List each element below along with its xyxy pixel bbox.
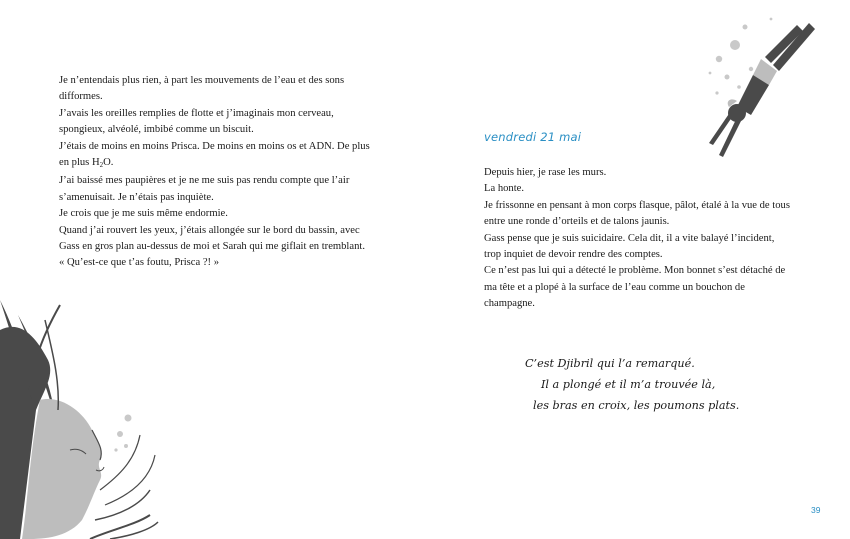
- paragraph: Je crois que je me suis même endormie.: [59, 208, 228, 220]
- left-page-text: [59, 73, 377, 272]
- handwritten-note: [525, 353, 785, 416]
- date-heading: vendredi 21 mai: [484, 130, 582, 144]
- paragraph: Depuis hier, je rase les murs.: [484, 167, 607, 178]
- diver-illustration: [705, 15, 825, 165]
- paragraph: Quand j’ai rouvert les yeux, j’étais allongée sur le bord du bassin, avec Gass en gros plan au-dessus de moi et Sarah qui me giflait en tremblant.: [59, 224, 365, 253]
- paragraph-h2o: [59, 139, 377, 174]
- handwritten-line: les bras en croix, les poumons plats.: [533, 399, 740, 412]
- paragraph: Gass pense que je suis suicidaire. Cela dit, il a vite balayé l’incident, trop inquiet de devoir rendre des comptes.: [484, 232, 775, 261]
- paragraph: La honte.: [484, 183, 525, 195]
- paragraph-text: J’étais de moins en moins Prisca. De moins en moins os et ADN. De plus en plus H: [59, 140, 370, 169]
- right-page: [425, 0, 850, 539]
- page-number: 39: [811, 505, 821, 515]
- paragraph: Je n’entendais plus rien, à part les mouvements de l’eau et des sons difformes.: [59, 75, 345, 103]
- paragraph: J’avais les oreilles remplies de flotte et j’imaginais mon cerveau, spongieux, alvéolé, imbibé comme un biscuit.: [59, 107, 334, 136]
- right-page-text: [484, 165, 794, 313]
- subscript: 2: [99, 161, 104, 170]
- dialogue: « Qu’est-ce que t’as foutu, Prisca ?! »: [59, 257, 220, 269]
- paragraph: Ce n’est pas lui qui a détecté le problème. Mon bonnet s’est détaché de ma tête et a plopé à la surface de l’eau comme un bouchon de champagne.: [484, 265, 786, 310]
- underwater-face-illustration: [0, 300, 170, 539]
- handwritten-line: Il a plongé et il m’a trouvée là,: [541, 378, 716, 391]
- paragraph-suffix: O.: [103, 157, 114, 169]
- paragraph: Je frissonne en pensant à mon corps flasque, pâlot, étalé à la vue de tous entre une ronde d’orteils et de talons jaunis.: [484, 199, 790, 228]
- paragraph: J’ai baissé mes paupières et je ne me suis pas rendu compte que l’air s’amenuisait. Je n’étais pas inquiète.: [59, 175, 350, 203]
- handwritten-line: C’est Djibril qui l’a remarqué.: [525, 357, 695, 370]
